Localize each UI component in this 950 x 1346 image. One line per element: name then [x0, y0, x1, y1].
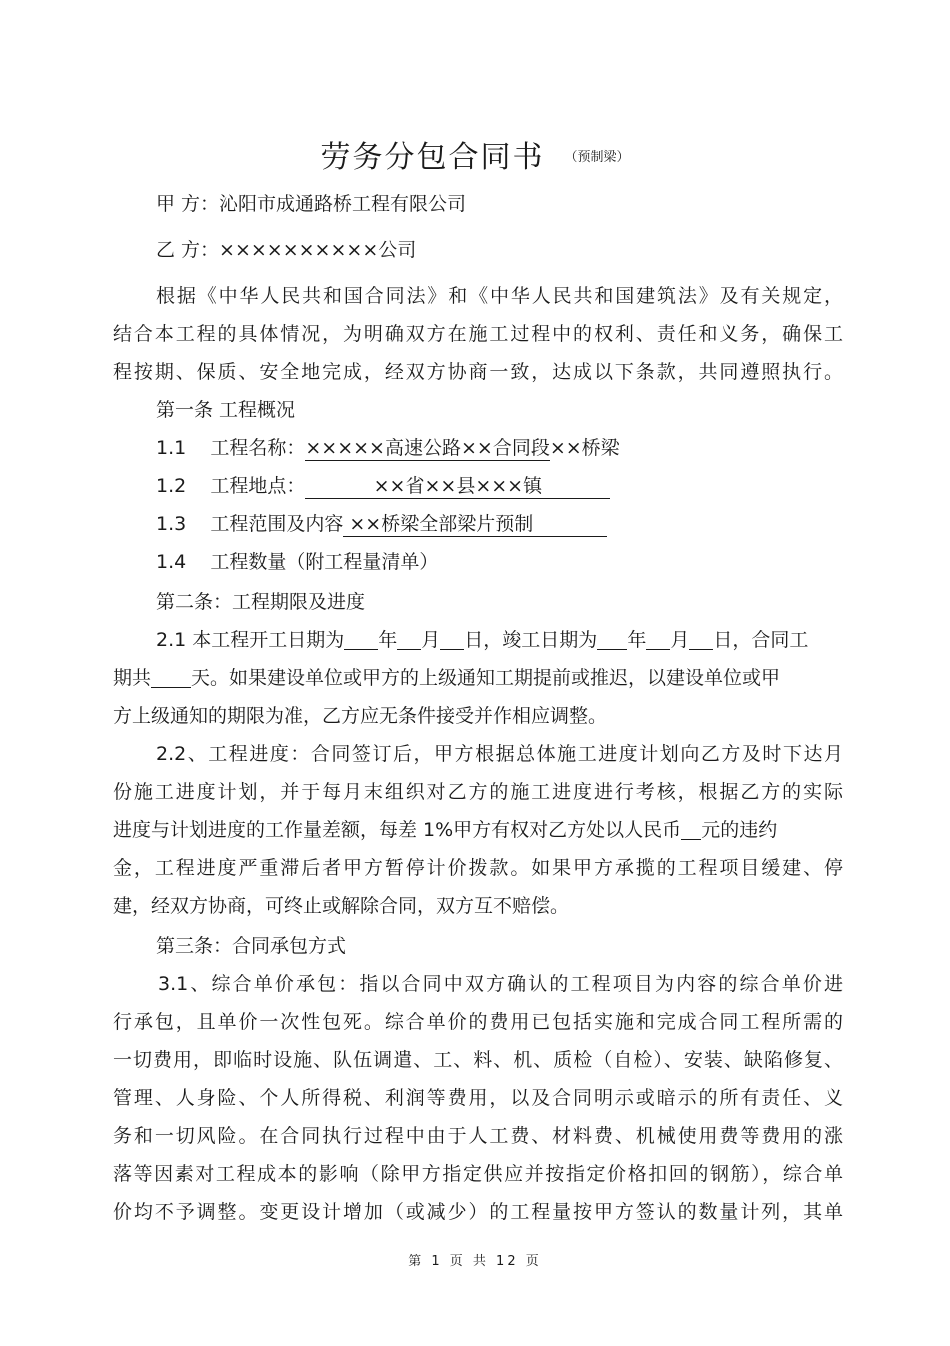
para-2-2-line-1: 2.2、工程进度：合同签订后，甲方根据总体施工进度计划向乙方及时下达月 [156, 743, 843, 765]
p21-e: 年 [627, 629, 647, 651]
item-1-4: 1.4 工程数量（附工程量清单） [156, 551, 439, 573]
p21-l2b: 天。如果建设单位或甲方的上级通知工期提前或推迟，以建设单位或甲 [191, 667, 781, 689]
intro-line-2: 结合本工程的具体情况，为明确双方在施工过程中的权利、责任和义务，确保工 [113, 323, 843, 345]
start-month-blank [397, 629, 421, 650]
article-1-heading: 第一条 工程概况 [156, 399, 296, 421]
p22-l3a: 进度与计划进度的工作量差额，每差 1%甲方有权对乙方处以人民币 [113, 819, 682, 841]
p21-d: 日，竣工日期为 [464, 629, 598, 651]
start-year-blank [344, 629, 378, 650]
party-b-line: 乙 方：××××××××××公司 [156, 239, 417, 261]
p21-b: 年 [378, 629, 398, 651]
item-1-2 [156, 474, 843, 499]
para-3-1-line-4: 管理、人身险、个人所得税、利润等费用，以及合同明示或暗示的所有责任、义 [113, 1087, 843, 1109]
page-footer: 第 1 页 共 12 页 [408, 1254, 542, 1269]
p22-l3b: 元的违约 [701, 819, 778, 841]
para-2-2-line-2: 份施工进度计划，并于每月末组织对乙方的施工进度进行考核，根据乙方的实际 [113, 781, 843, 803]
para-3-1-line-3: 一切费用，即临时设施、队伍调遣、工、料、机、质检（自检）、安装、缺陷修复、 [113, 1049, 843, 1071]
end-month-blank [646, 629, 670, 650]
p21-c: 月 [421, 629, 441, 651]
item-1-1-tail: ××桥梁 [549, 437, 620, 459]
p21-a: 2.1 本工程开工日期为 [156, 629, 345, 651]
para-2-2-line-5: 建，经双方协商，可终止或解除合同，双方互不赔偿。 [113, 895, 570, 917]
item-1-2-value: ××省××县×××镇 [305, 474, 610, 499]
item-1-1-value: ×××××高速公路××合同段 [305, 437, 550, 459]
p21-g: 日，合同工 [713, 629, 809, 651]
article-3-heading: 第三条：合同承包方式 [156, 935, 347, 957]
item-1-1-label: 1.1 工程名称： [156, 437, 306, 459]
end-day-blank [689, 629, 713, 650]
item-1-3 [156, 512, 843, 537]
p21-f: 月 [670, 629, 690, 651]
para-2-1-line-1 [156, 628, 843, 652]
article-2-heading: 第二条：工程期限及进度 [156, 591, 366, 613]
para-2-2-line-3 [113, 818, 843, 842]
intro-line-3: 程按期、保质、安全地完成，经双方协商一致，达成以下条款，共同遵照执行。 [113, 361, 843, 383]
para-3-1-line-5: 务和一切风险。在合同执行过程中由于人工费、材料费、机械使用费等费用的涨 [113, 1125, 843, 1147]
para-3-1-line-1: 3.1、综合单价承包：指以合同中双方确认的工程项目为内容的综合单价进 [158, 973, 843, 995]
para-3-1-line-7: 价均不予调整。变更设计增加（或减少）的工程量按甲方签认的数量计列，其单 [113, 1201, 843, 1223]
para-2-1-line-3: 方上级通知的期限为准，乙方应无条件接受并作相应调整。 [113, 705, 608, 727]
para-3-1-line-6: 落等因素对工程成本的影响（除甲方指定供应并按指定价格扣回的钢筋），综合单 [113, 1163, 843, 1185]
para-2-1-line-2 [113, 666, 843, 690]
item-1-3-value: ××桥梁全部梁片预制 [343, 512, 607, 537]
title-note: （预制梁） [564, 150, 630, 165]
intro-line-1: 根据《中华人民共和国合同法》和《中华人民共和国建筑法》及有关规定， [156, 285, 843, 307]
para-2-2-line-4: 金，工程进度严重滞后者甲方暂停计价拨款。如果甲方承揽的工程项目缓建、停 [113, 857, 843, 879]
p21-l2a: 期共 [113, 667, 152, 689]
title-text: 劳务分包合同书 [320, 140, 545, 175]
duration-days-blank [151, 667, 191, 688]
penalty-amount-blank [681, 819, 701, 840]
start-day-blank [440, 629, 464, 650]
page-title [0, 132, 950, 176]
item-1-2-label: 1.2 工程地点： [156, 475, 306, 497]
party-a-line: 甲 方：沁阳市成通路桥工程有限公司 [156, 193, 467, 215]
item-1-3-label: 1.3 工程范围及内容 [156, 513, 344, 535]
end-year-blank [597, 629, 627, 650]
para-3-1-line-2: 行承包，且单价一次性包死。综合单价的费用已包括实施和完成合同工程所需的 [113, 1011, 843, 1033]
item-1-1 [156, 436, 843, 461]
